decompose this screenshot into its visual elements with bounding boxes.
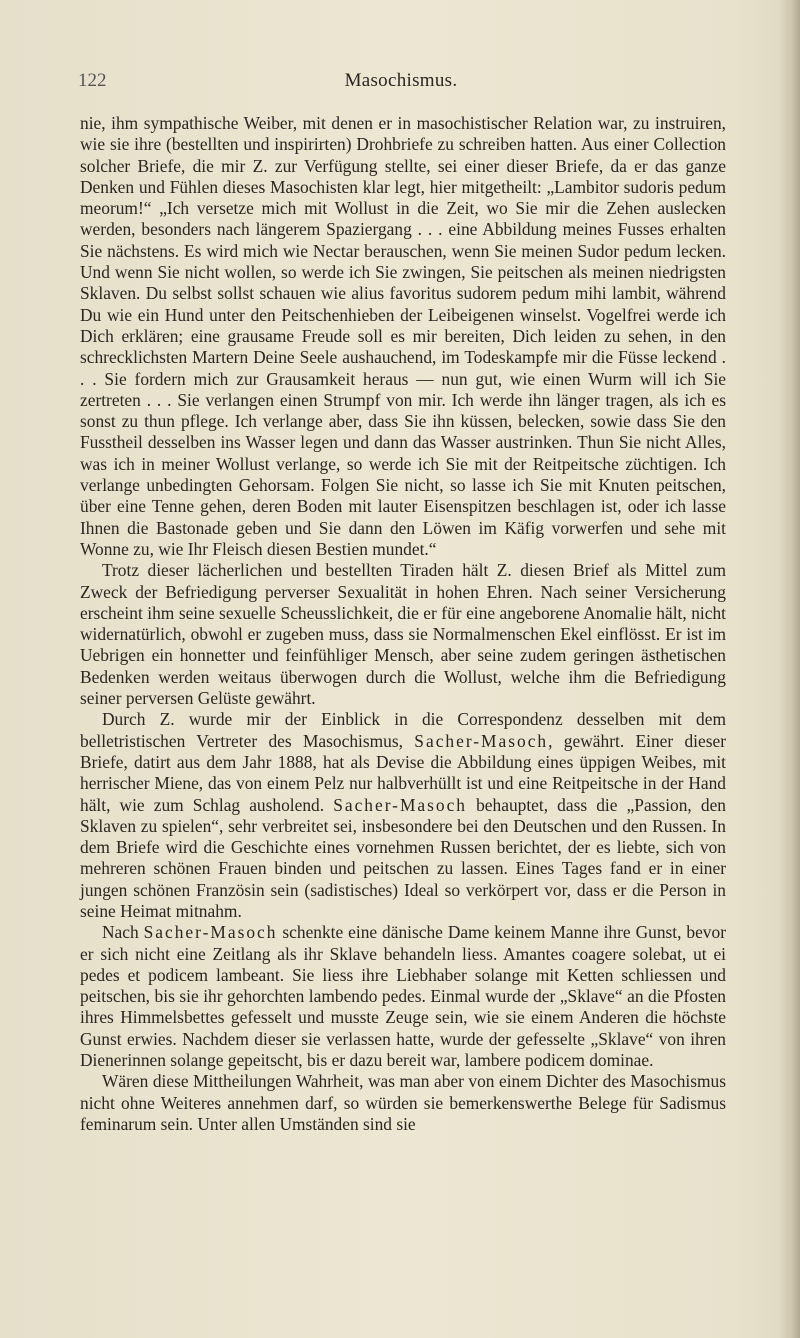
paragraph-2: Trotz dieser lächerlichen und bestellten Tiraden hält Z. diesen Brief als Mittel zum Zweck der Befriedigung perverser Sexualität in hohen Ehren. Nach seiner Versicherung erscheint ihm seine sexuelle Scheusslichkeit, die er für eine angeborene Anomalie hält, nicht widernatürlich, obwohl er zugeben muss, dass sie Normalmenschen Ekel einflösst. Er ist im Uebrigen ein honnetter und feinfühliger Mensch, aber seine zudem geringen ästhetischen Bedenken werden weitaus überwogen durch die Wollust, welche ihm die Befriedigung seiner perversen Gelüste gewährt. <box>80 560 726 709</box>
author-name: Sacher-Masoch <box>414 730 549 751</box>
paragraph-3-part-5: behauptet, dass die „Passion, den Sklaven zu spielen“, sehr verbreitet sei, insbesondere bei den Deutschen und den Russen. In dem Briefe wird die Geschichte eines vornehmen Russen berichtet, der es liebte, sich von mehreren schönen Frauen binden und peitschen zu lassen. Eines Tages fand er in einer jungen schönen Französin sein (sadistisches) Ideal so verkörpert vor, dass er die Person in seine Heimat mitnahm. <box>80 794 726 921</box>
paragraph-3 <box>80 709 726 922</box>
paragraph-4-part-1: Nach <box>102 922 144 943</box>
paragraph-1: nie, ihm sympathische Weiber, mit denen er in masochistischer Relation war, zu instruiren, wie sie ihre (bestellten und inspirirten) Drohbriefe zu schreiben hatten. Aus einer Collection solcher Briefe, die mir Z. zur Verfügung stellte, sei einer dieser Briefe, da er das ganze Denken und Fühlen dieses Masochisten klar legt, hier mitgetheilt: „Lambitor sudoris pedum meorum!“ „Ich versetze mich mit Wollust in die Zeit, wo Sie mir die Zehen auslecken werden, besonders nach längerem Spaziergang . . . eine Abbildung meines Fusses erhalten Sie nächstens. Es wird mich wie Nectar berauschen, wenn Sie meinen Sudor pedum lecken. Und wenn Sie nicht wollen, so werde ich Sie zwingen, Sie peitschen als meinen niedrigsten Sklaven. Du selbst sollst schauen wie alius favoritus sudorem pedum mihi lambit, während Du wie ein Hund unter den Peitschenhieben der Leibeigenen winselst. Vogelfrei werde ich Dich erklären; eine grausame Freude soll es mir bereiten, Dich leiden zu sehen, in den schrecklichsten Martern Deine Seele aushauchend, im Todeskampfe mir die Füsse leckend . . . Sie fordern mich zur Grausamkeit heraus — nun gut, wie einen Wurm will ich Sie zertreten . . . Sie verlangen einen Strumpf von mir. Ich werde ihn länger tragen, als ich es sonst zu thun pflege. Ich verlange aber, dass Sie ihn küssen, belecken, sowie dass Sie den Fusstheil desselben ins Wasser legen und dann das Wasser austrinken. Thun Sie nicht Alles, was ich in meiner Wollust verlange, so werde ich Sie mit der Reitpeitsche züchtigen. Ich verlange unbedingten Gehorsam. Folgen Sie nicht, so lasse ich Sie mit Knuten peitschen, über eine Tenne gehen, deren Boden mit lauter Eisenspitzen beschlagen ist, oder ich lasse Ihnen die Bastonade geben und Sie dann den Löwen im Käfig vorwerfen und sehe mit Wonne zu, wie Ihr Fleisch diesen Bestien mundet.“ <box>80 113 726 559</box>
page-edge-shadow <box>778 0 800 1338</box>
paragraph-3-part-1: Durch Z. wurde mir der Einblick in die Correspondenz desselben mit dem belletristischen Vertreter des Masochismus, <box>80 709 726 751</box>
body-text <box>80 113 726 1135</box>
author-name: Sacher-Masoch <box>143 922 278 943</box>
paragraph-4 <box>80 922 726 1071</box>
paragraph-5: Wären diese Mittheilungen Wahrheit, was man aber von einem Dichter des Masochismus nicht ohne Weiteres annehmen darf, so würden sie bemerkenswerthe Belege für Sadismus feminarum sein. Unter allen Umständen sind sie <box>80 1071 726 1134</box>
author-name: Sacher-Masoch <box>333 794 468 815</box>
paragraph-4-part-3: schenkte eine dänische Dame keinem Manne ihre Gunst, bevor er sich nicht eine Zeitlang als ihr Sklave behandeln liess. Amantes coagere solebat, ut ei pedes et podicem lambeant. Sie liess ihre Liebhaber solange mit Ketten schliessen und peitschen, bis sie ihr gehorchten lambendo pedes. Einmal wurde der „Sklave“ an die Pfosten ihres Himmelsbettes gefesselt und musste Zeuge sein, wie sie einem Anderen die höchste Gunst erwies. Nachdem dieser sie verlassen hatte, wurde der gefesselte „Sklave“ von ihren Dienerinnen solange gepeitscht, bis er dazu bereit war, lambere podicem dominae. <box>80 922 726 1071</box>
page-header <box>78 70 724 98</box>
paragraph-3-part-3: , gewährt. Einer dieser Briefe, datirt aus dem Jahr 1888, hat als Devise die Abbildung eines üppigen Weibes, mit herrischer Miene, das von einem Pelz nur halbverhüllt ist und eine Reitpeitsche in der Hand hält, wie zum Schlag ausholend. <box>80 730 727 815</box>
running-title: Masochismus. <box>344 70 458 91</box>
page-number: 122 <box>78 70 107 91</box>
